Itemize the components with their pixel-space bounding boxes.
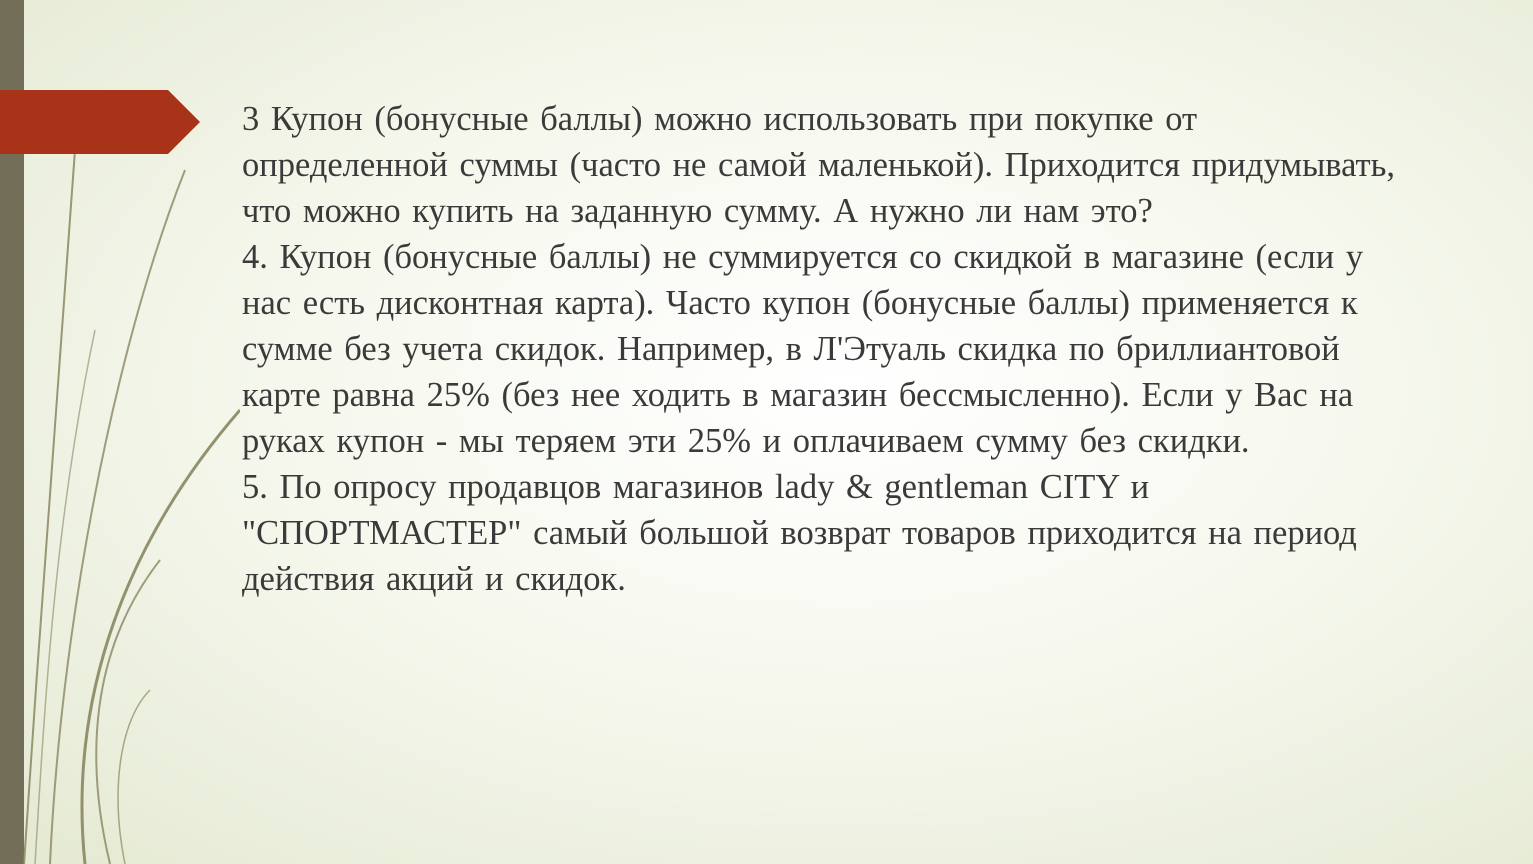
paragraph-coupon-no-discount-stacking: 4. Купон (бонусные баллы) не суммируется со скидкой в магазине (если у нас есть дисконтная карта). Часто купон (бонусные баллы) применяется к сумме без учета скидок. Например, в Л'Этуаль скидка по бриллиантовой карте равна 25% (без нее ходить в магазин бессмысленно). Если у Вас на руках купон - мы теряем эти 25% и оплачиваем сумму без скидки. (242, 238, 1364, 460)
accent-arrow-shape (0, 90, 200, 154)
paragraph-returns-survey: 5. По опросу продавцов магазинов lady & gentleman CITY и "СПОРТМАСТЕР" самый большой возврат товаров приходится на период действия акций и скидок. (242, 468, 1357, 598)
slide-text-block (242, 96, 1402, 602)
paragraph-coupon-minimum-sum: 3 Купон (бонусные баллы) можно использовать при покупке от определенной суммы (часто не самой маленькой). Приходится придумывать, что можно купить на заданную сумму. А нужно ли нам это? (242, 100, 1395, 230)
